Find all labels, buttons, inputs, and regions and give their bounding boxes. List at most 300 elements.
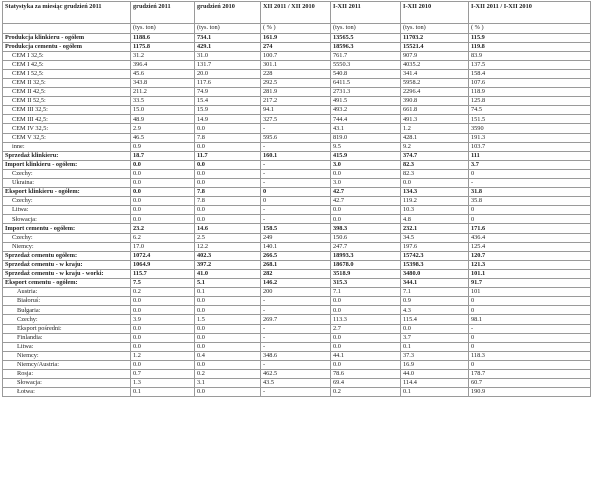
value-cell: 0.0 <box>131 197 195 206</box>
value-cell: 151.5 <box>469 115 591 124</box>
value-cell: 0.0 <box>131 333 195 342</box>
value-cell: 228 <box>261 69 331 78</box>
column-header: XII 2011 / XII 2010 <box>261 2 331 24</box>
value-cell: - <box>261 342 331 351</box>
value-cell: 761.7 <box>331 51 401 60</box>
table-row <box>3 369 591 378</box>
value-cell: 1064.9 <box>131 260 195 269</box>
value-cell: 44.0 <box>401 369 469 378</box>
value-cell: 3590 <box>469 124 591 133</box>
value-cell: 111 <box>469 151 591 160</box>
value-cell: 3480.0 <box>401 269 469 278</box>
value-cell: 1175.8 <box>131 42 195 51</box>
value-cell: 4.3 <box>401 306 469 315</box>
value-cell: 0.0 <box>131 160 195 169</box>
value-cell: 158.4 <box>469 69 591 78</box>
column-header: I-XII 2010 <box>401 2 469 24</box>
value-cell: 0.0 <box>195 306 261 315</box>
unit-cell: (tys. ton) <box>401 24 469 34</box>
value-cell: 462.5 <box>261 369 331 378</box>
value-cell: 98.1 <box>469 315 591 324</box>
value-cell: 150.6 <box>331 233 401 242</box>
table-row <box>3 33 591 42</box>
column-header: I-XII 2011 / I-XII 2010 <box>469 2 591 24</box>
row-label: Czechy: <box>3 169 131 178</box>
value-cell: 819.0 <box>331 133 401 142</box>
value-cell: 31.8 <box>469 188 591 197</box>
value-cell: 5550.3 <box>331 60 401 69</box>
value-cell: 42.7 <box>331 197 401 206</box>
value-cell: 0.0 <box>195 333 261 342</box>
column-header: grudzień 2010 <box>195 2 261 24</box>
value-cell: 46.5 <box>131 133 195 142</box>
row-label: Czechy: <box>3 197 131 206</box>
value-cell: - <box>261 333 331 342</box>
value-cell: 103.7 <box>469 142 591 151</box>
value-cell: 113.3 <box>331 315 401 324</box>
units-row <box>3 24 591 34</box>
value-cell: 0 <box>469 360 591 369</box>
value-cell: 200 <box>261 288 331 297</box>
table-row <box>3 133 591 142</box>
value-cell: 44.1 <box>331 351 401 360</box>
value-cell: 15521.4 <box>401 42 469 51</box>
table-title: Statystyka za miesiąc grudzień 2011 <box>3 2 131 24</box>
value-cell: 1188.6 <box>131 33 195 42</box>
value-cell: 0.0 <box>131 297 195 306</box>
value-cell: 125.8 <box>469 97 591 106</box>
value-cell: 125.4 <box>469 242 591 251</box>
units-label-cell <box>3 24 131 34</box>
value-cell: 191.3 <box>469 133 591 142</box>
table-row <box>3 97 591 106</box>
value-cell: 0.0 <box>131 188 195 197</box>
value-cell: 343.8 <box>131 78 195 87</box>
value-cell: - <box>261 142 331 151</box>
value-cell: 1072.4 <box>131 251 195 260</box>
table-row <box>3 206 591 215</box>
value-cell: 436.4 <box>469 233 591 242</box>
value-cell: 396.4 <box>131 60 195 69</box>
table-row <box>3 60 591 69</box>
row-label: Słowacja: <box>3 215 131 224</box>
value-cell: 0.1 <box>401 342 469 351</box>
value-cell: 37.3 <box>401 351 469 360</box>
row-label: Sprzedaż cementu ogółem: <box>3 251 131 260</box>
unit-cell: (tys. ton) <box>331 24 401 34</box>
value-cell: 117.6 <box>195 78 261 87</box>
value-cell: 34.5 <box>401 233 469 242</box>
value-cell: - <box>261 360 331 369</box>
row-label: Produkcja klinkieru - ogółem <box>3 33 131 42</box>
table-row <box>3 69 591 78</box>
table-row <box>3 379 591 388</box>
value-cell: 0.0 <box>195 179 261 188</box>
row-label: Litwa: <box>3 342 131 351</box>
value-cell: 232.1 <box>401 224 469 233</box>
table-row <box>3 115 591 124</box>
value-cell: 734.1 <box>195 33 261 42</box>
value-cell: 2.9 <box>131 124 195 133</box>
value-cell: 146.2 <box>261 279 331 288</box>
value-cell: 18678.0 <box>331 260 401 269</box>
value-cell: 0.0 <box>195 206 261 215</box>
value-cell: 661.8 <box>401 106 469 115</box>
row-label: Łotwa: <box>3 388 131 397</box>
value-cell: 0 <box>469 169 591 178</box>
value-cell: 119.2 <box>401 197 469 206</box>
value-cell: 120.7 <box>469 251 591 260</box>
value-cell: 45.6 <box>131 69 195 78</box>
row-label: Czechy: <box>3 315 131 324</box>
value-cell: 0.0 <box>195 124 261 133</box>
row-label: Austria: <box>3 288 131 297</box>
value-cell: 7.8 <box>195 197 261 206</box>
value-cell: 161.9 <box>261 33 331 42</box>
table-row <box>3 288 591 297</box>
row-label: CEM III 42,5: <box>3 115 131 124</box>
table-row <box>3 306 591 315</box>
row-label: inne: <box>3 142 131 151</box>
value-cell: 3.1 <box>195 379 261 388</box>
value-cell: 0.0 <box>331 206 401 215</box>
value-cell: 493.2 <box>331 106 401 115</box>
row-label: CEM IV 32,5: <box>3 124 131 133</box>
value-cell: 42.7 <box>331 188 401 197</box>
row-label: Produkcja cementu - ogółem <box>3 42 131 51</box>
table-row <box>3 169 591 178</box>
value-cell: 1.2 <box>401 124 469 133</box>
value-cell: 7.1 <box>401 288 469 297</box>
value-cell: 2731.3 <box>331 88 401 97</box>
table-row <box>3 160 591 169</box>
value-cell: 402.3 <box>195 251 261 260</box>
value-cell: 1.3 <box>131 379 195 388</box>
row-label: CEM II 42,5: <box>3 88 131 97</box>
value-cell: 31.2 <box>131 51 195 60</box>
header-row <box>3 2 591 24</box>
value-cell: 5958.2 <box>401 78 469 87</box>
row-label: CEM I 42,5: <box>3 60 131 69</box>
value-cell: 3518.9 <box>331 269 401 278</box>
value-cell: 1.2 <box>131 351 195 360</box>
value-cell: 15.0 <box>131 106 195 115</box>
value-cell: 247.7 <box>331 242 401 251</box>
row-label: Niemcy/Austria: <box>3 360 131 369</box>
value-cell: 11703.2 <box>401 33 469 42</box>
value-cell: 119.8 <box>469 42 591 51</box>
value-cell: 0.0 <box>131 179 195 188</box>
value-cell: 3.0 <box>331 160 401 169</box>
value-cell: 137.5 <box>469 60 591 69</box>
value-cell: 0 <box>261 197 331 206</box>
value-cell: 4035.2 <box>401 60 469 69</box>
value-cell: 74.5 <box>469 106 591 115</box>
value-cell: 0 <box>469 215 591 224</box>
value-cell: 94.1 <box>261 106 331 115</box>
value-cell: 315.3 <box>331 279 401 288</box>
value-cell: 0 <box>469 206 591 215</box>
value-cell: 0.0 <box>331 333 401 342</box>
row-label: Litwa: <box>3 206 131 215</box>
row-label: Import klinkieru - ogółem: <box>3 160 131 169</box>
row-label: Eksport pośredni: <box>3 324 131 333</box>
value-cell: 0.0 <box>131 342 195 351</box>
value-cell: 301.1 <box>261 60 331 69</box>
value-cell: 0.1 <box>195 288 261 297</box>
value-cell: 101 <box>469 288 591 297</box>
table-row <box>3 388 591 397</box>
value-cell: 268.1 <box>261 260 331 269</box>
value-cell: 327.5 <box>261 115 331 124</box>
row-label: Import cementu - ogółem: <box>3 224 131 233</box>
value-cell: 491.5 <box>331 97 401 106</box>
row-label: Bułgaria: <box>3 306 131 315</box>
value-cell: 6.2 <box>131 233 195 242</box>
value-cell: 0.2 <box>131 288 195 297</box>
row-label: Sprzedaż cementu - w kraju - worki: <box>3 269 131 278</box>
value-cell: 43.1 <box>331 124 401 133</box>
value-cell: 217.2 <box>261 97 331 106</box>
value-cell: - <box>261 388 331 397</box>
row-label: Czechy: <box>3 233 131 242</box>
value-cell: 0.0 <box>401 324 469 333</box>
row-label: Niemcy: <box>3 242 131 251</box>
table-row <box>3 179 591 188</box>
value-cell: 118.9 <box>469 88 591 97</box>
value-cell: - <box>261 215 331 224</box>
value-cell: 3.7 <box>401 333 469 342</box>
table-row <box>3 279 591 288</box>
value-cell: - <box>261 169 331 178</box>
value-cell: 348.6 <box>261 351 331 360</box>
row-label: CEM III 32,5: <box>3 106 131 115</box>
value-cell: 2.7 <box>331 324 401 333</box>
table-row <box>3 324 591 333</box>
value-cell: 0 <box>469 342 591 351</box>
value-cell: 3.0 <box>331 179 401 188</box>
value-cell: 0.0 <box>195 142 261 151</box>
value-cell: 17.0 <box>131 242 195 251</box>
value-cell: 0.1 <box>401 388 469 397</box>
value-cell: - <box>469 324 591 333</box>
row-label: Słowacja: <box>3 379 131 388</box>
value-cell: 20.0 <box>195 69 261 78</box>
row-label: Eksport cementu - ogółem: <box>3 279 131 288</box>
value-cell: 78.6 <box>331 369 401 378</box>
value-cell: 374.7 <box>401 151 469 160</box>
value-cell: 0.0 <box>331 360 401 369</box>
cement-statistics-table <box>2 1 591 397</box>
value-cell: 107.6 <box>469 78 591 87</box>
value-cell: 0.0 <box>331 215 401 224</box>
value-cell: 0.0 <box>131 360 195 369</box>
value-cell: 0.0 <box>195 360 261 369</box>
table-row <box>3 315 591 324</box>
table-row <box>3 333 591 342</box>
value-cell: 41.0 <box>195 269 261 278</box>
table-row <box>3 78 591 87</box>
value-cell: 595.6 <box>261 133 331 142</box>
table-row <box>3 260 591 269</box>
value-cell: 18596.3 <box>331 42 401 51</box>
table-row <box>3 224 591 233</box>
value-cell: 0.0 <box>195 388 261 397</box>
value-cell: 101.1 <box>469 269 591 278</box>
value-cell: 114.4 <box>401 379 469 388</box>
value-cell: 744.4 <box>331 115 401 124</box>
value-cell: 18.7 <box>131 151 195 160</box>
value-cell: 82.3 <box>401 160 469 169</box>
value-cell: 31.0 <box>195 51 261 60</box>
value-cell: 344.1 <box>401 279 469 288</box>
value-cell: 115.7 <box>131 269 195 278</box>
table-row <box>3 142 591 151</box>
value-cell: 178.7 <box>469 369 591 378</box>
value-cell: 0.9 <box>401 297 469 306</box>
value-cell: 13565.5 <box>331 33 401 42</box>
value-cell: 282 <box>261 269 331 278</box>
value-cell: 0.0 <box>331 306 401 315</box>
value-cell: 0.0 <box>195 342 261 351</box>
value-cell: 211.2 <box>131 88 195 97</box>
value-cell: 0.1 <box>131 388 195 397</box>
table-row <box>3 360 591 369</box>
value-cell: 281.9 <box>261 88 331 97</box>
value-cell: 0 <box>469 297 591 306</box>
table-row <box>3 269 591 278</box>
value-cell: 160.1 <box>261 151 331 160</box>
value-cell: 15.4 <box>195 97 261 106</box>
value-cell: 0.0 <box>195 169 261 178</box>
value-cell: 115.4 <box>401 315 469 324</box>
value-cell: 415.9 <box>331 151 401 160</box>
value-cell: 269.7 <box>261 315 331 324</box>
value-cell: 0.4 <box>195 351 261 360</box>
value-cell: 158.5 <box>261 224 331 233</box>
value-cell: 69.4 <box>331 379 401 388</box>
value-cell: 0 <box>469 333 591 342</box>
value-cell: 15398.3 <box>401 260 469 269</box>
value-cell: - <box>261 306 331 315</box>
row-label: CEM V 32,5: <box>3 133 131 142</box>
table-row <box>3 342 591 351</box>
unit-cell: ( % ) <box>261 24 331 34</box>
value-cell: 190.9 <box>469 388 591 397</box>
table-row <box>3 251 591 260</box>
table-body <box>3 2 591 397</box>
value-cell: 1.5 <box>195 315 261 324</box>
table-row <box>3 88 591 97</box>
value-cell: 115.9 <box>469 33 591 42</box>
value-cell: 0.0 <box>131 324 195 333</box>
value-cell: 83.9 <box>469 51 591 60</box>
value-cell: 82.3 <box>401 169 469 178</box>
value-cell: 274 <box>261 42 331 51</box>
value-cell: - <box>261 297 331 306</box>
table-row <box>3 51 591 60</box>
value-cell: 0.0 <box>331 342 401 351</box>
value-cell: 0 <box>469 306 591 315</box>
value-cell: 16.9 <box>401 360 469 369</box>
unit-cell: (tys. ton) <box>195 24 261 34</box>
value-cell: 390.8 <box>401 97 469 106</box>
value-cell: 907.9 <box>401 51 469 60</box>
value-cell: 91.7 <box>469 279 591 288</box>
row-label: Finlandia: <box>3 333 131 342</box>
table-row <box>3 297 591 306</box>
value-cell: 5.1 <box>195 279 261 288</box>
table-row <box>3 151 591 160</box>
value-cell: 2.5 <box>195 233 261 242</box>
table-row <box>3 188 591 197</box>
row-label: CEM II 32,5: <box>3 78 131 87</box>
value-cell: 15.9 <box>195 106 261 115</box>
value-cell: 48.9 <box>131 115 195 124</box>
value-cell: 0.0 <box>195 297 261 306</box>
table-row <box>3 106 591 115</box>
value-cell: 74.9 <box>195 88 261 97</box>
value-cell: 11.7 <box>195 151 261 160</box>
value-cell: 14.9 <box>195 115 261 124</box>
table-row <box>3 42 591 51</box>
value-cell: 140.1 <box>261 242 331 251</box>
value-cell: 9.5 <box>331 142 401 151</box>
value-cell: 0.0 <box>195 160 261 169</box>
value-cell: 7.5 <box>131 279 195 288</box>
value-cell: 7.8 <box>195 188 261 197</box>
value-cell: - <box>469 179 591 188</box>
value-cell: 249 <box>261 233 331 242</box>
value-cell: 429.1 <box>195 42 261 51</box>
unit-cell: (tys. ton) <box>131 24 195 34</box>
value-cell: 428.1 <box>401 133 469 142</box>
value-cell: 397.2 <box>195 260 261 269</box>
value-cell: 197.6 <box>401 242 469 251</box>
value-cell: 7.8 <box>195 133 261 142</box>
value-cell: 121.3 <box>469 260 591 269</box>
value-cell: 100.7 <box>261 51 331 60</box>
value-cell: 118.3 <box>469 351 591 360</box>
value-cell: 7.1 <box>331 288 401 297</box>
value-cell: 18993.3 <box>331 251 401 260</box>
value-cell: 35.8 <box>469 197 591 206</box>
value-cell: 60.7 <box>469 379 591 388</box>
value-cell: 341.4 <box>401 69 469 78</box>
row-label: Ukraina: <box>3 179 131 188</box>
value-cell: 131.7 <box>195 60 261 69</box>
value-cell: 3.9 <box>131 315 195 324</box>
value-cell: 0.0 <box>195 324 261 333</box>
value-cell: 23.2 <box>131 224 195 233</box>
value-cell: 0.9 <box>131 142 195 151</box>
value-cell: 0 <box>261 188 331 197</box>
row-label: Rosja: <box>3 369 131 378</box>
row-label: Białoruś: <box>3 297 131 306</box>
value-cell: - <box>261 206 331 215</box>
value-cell: 0.2 <box>331 388 401 397</box>
table-row <box>3 197 591 206</box>
value-cell: 171.6 <box>469 224 591 233</box>
value-cell: - <box>261 124 331 133</box>
value-cell: 12.2 <box>195 242 261 251</box>
value-cell: 2296.4 <box>401 88 469 97</box>
row-label: Sprzedaż klinkieru: <box>3 151 131 160</box>
column-header: grudzień 2011 <box>131 2 195 24</box>
value-cell: 0.0 <box>331 169 401 178</box>
value-cell: 491.3 <box>401 115 469 124</box>
value-cell: 0.0 <box>131 169 195 178</box>
